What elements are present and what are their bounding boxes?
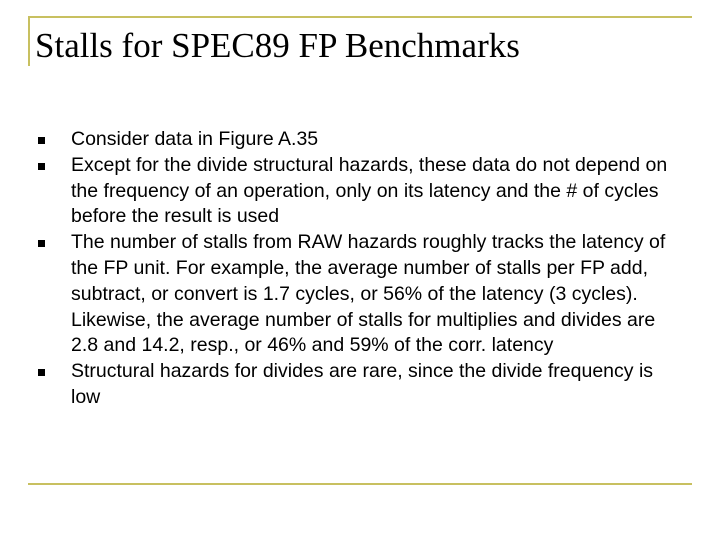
square-bullet-icon [38,240,45,247]
slide-title: Stalls for SPEC89 FP Benchmarks [35,26,520,65]
square-bullet-icon [38,137,45,144]
footer-rule [28,483,692,485]
bullet-item [38,230,674,359]
bullet-text: Structural hazards for divides are rare, since the divide frequency is low [71,360,654,408]
square-bullet-icon [38,369,45,376]
bullet-item [38,153,674,230]
bullet-text: Consider data in Figure A.35 [71,128,319,150]
title-left-rule [28,16,30,66]
bullet-text: Except for the divide structural hazards, these data do not depend on the frequency of an operation, only on its latency and the # of cycles before the result is used [71,153,668,228]
bullet-item [38,127,674,153]
bullet-item [38,359,674,411]
title-top-rule [28,16,692,18]
bullet-list [38,127,674,411]
bullet-text: The number of stalls from RAW hazards roughly tracks the latency of the FP unit. For example, the average number of stalls per FP add, subtract, or convert is 1.7 cycles, or 56% of the latency (3 cycles). Likewise, the average number of stalls for multiplies and divides are 2.8 and 14.2, resp., or 46% and 59% of the corr. latency [71,231,666,357]
square-bullet-icon [38,163,45,170]
